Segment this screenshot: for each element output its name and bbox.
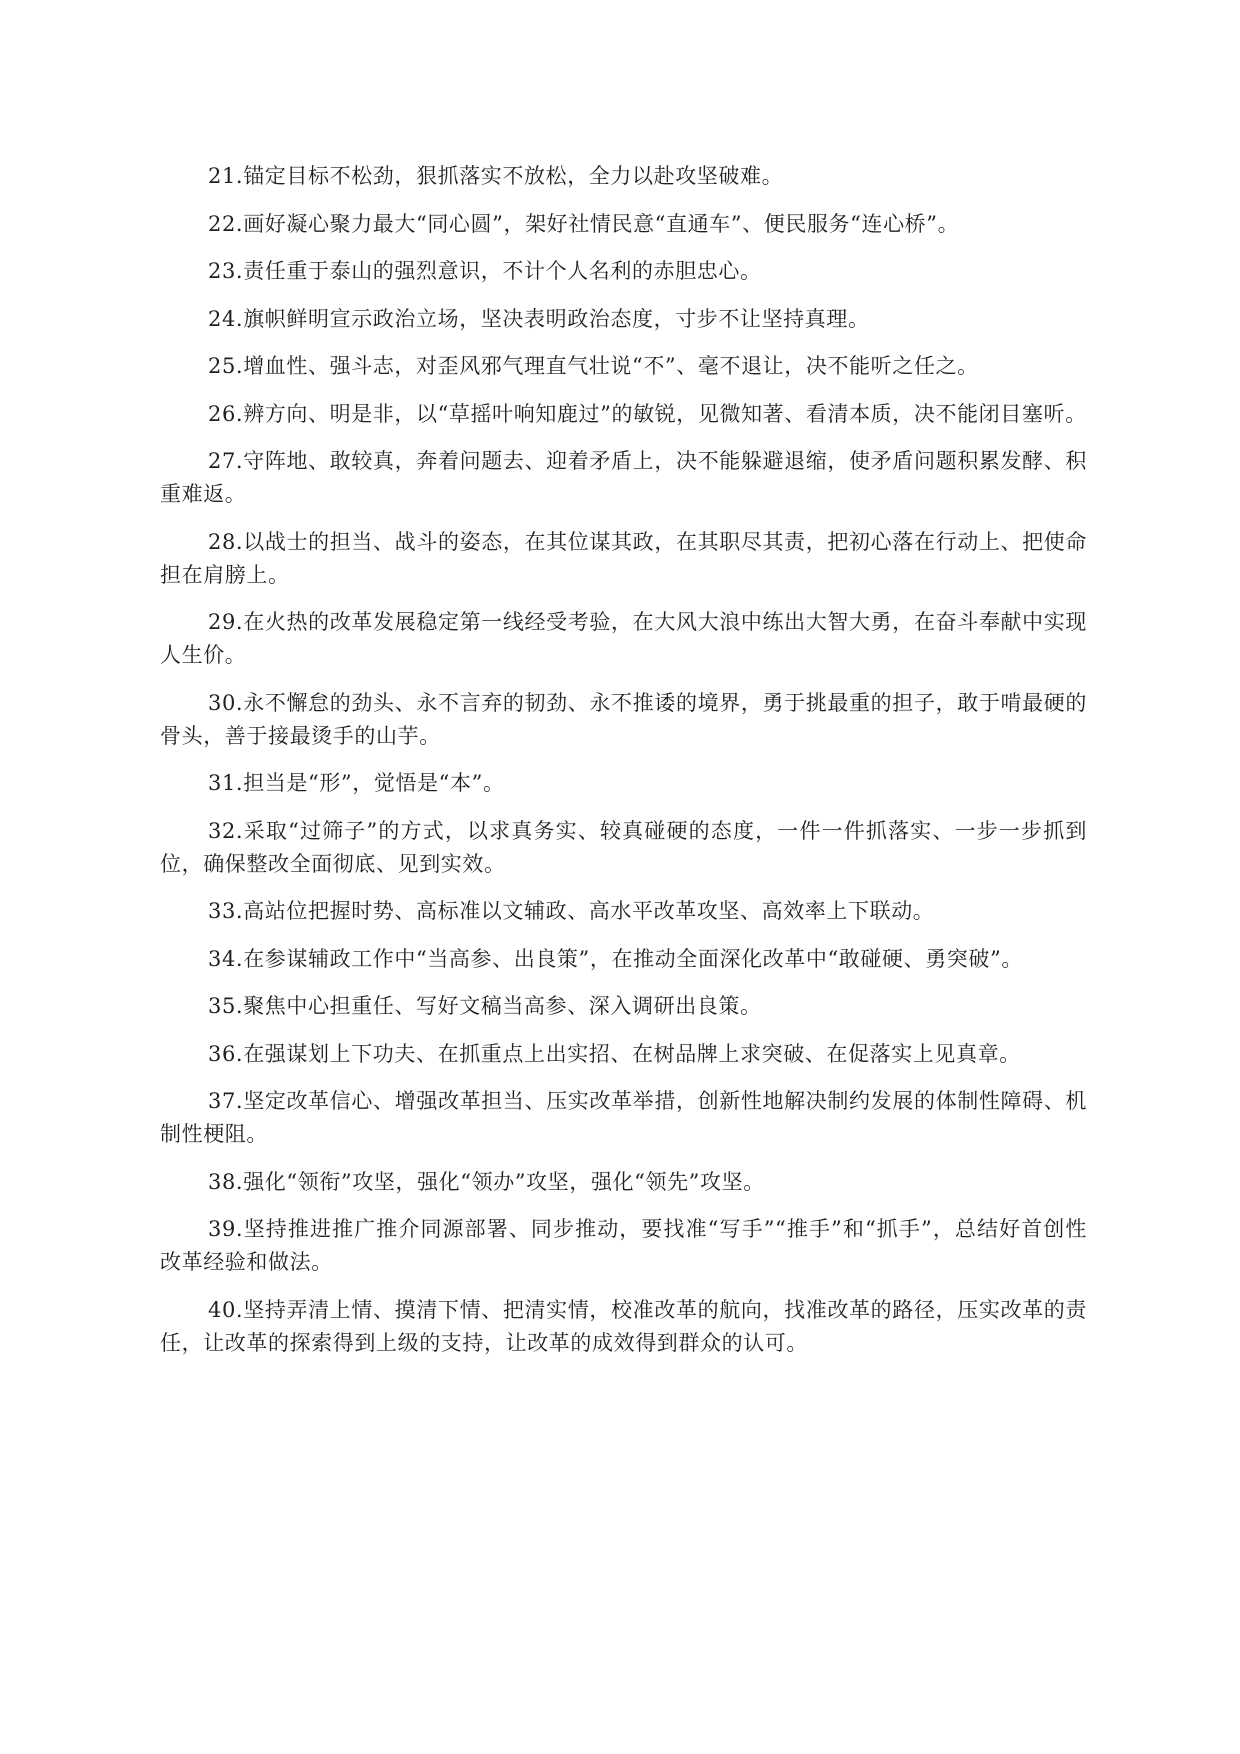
document-body <box>160 160 1087 1374</box>
list-item: 26.辨方向、明是非，以“草摇叶响知鹿过”的敏锐，见微知著、看清本质，决不能闭目塞听。 <box>208 401 1087 426</box>
list-item: 25.增血性、强斗志，对歪风邪气理直气壮说“不”、毫不退让，决不能听之任之。 <box>208 354 979 378</box>
list-item: 24.旗帜鲜明宣示政治立场，坚决表明政治态度，寸步不让坚持真理。 <box>208 306 870 331</box>
list-item: 39.坚持推进推广推介同源部署、同步推动，要找准“写手”“推手”和“抓手”，总结好首创性改革经验和做法。 <box>160 1217 1087 1274</box>
list-item: 23.责任重于泰山的强烈意识，不计个人名利的赤胆忠心。 <box>208 259 762 283</box>
list-item: 21.锚定目标不松劲，狠抓落实不放松，全力以赴攻坚破难。 <box>208 164 784 188</box>
list-item: 35.聚焦中心担重任、写好文稿当高参、深入调研出良策。 <box>208 994 762 1018</box>
list-item: 32.采取“过筛子”的方式，以求真务实、较真碰硬的态度，一件一件抓落实、一步一步抓到位，确保整改全面彻底、见到实效。 <box>160 818 1087 876</box>
list-item: 22.画好凝心聚力最大“同心圆”，架好社情民意“直通车”、便民服务“连心桥”。 <box>208 211 960 236</box>
list-item: 30.永不懈怠的劲头、永不言弃的韧劲、永不推诿的境界，勇于挑最重的担子，敢于啃最硬的骨头，善于接最烫手的山芋。 <box>160 690 1087 748</box>
list-item: 28.以战士的担当、战斗的姿态，在其位谋其政，在其职尽其责，把初心落在行动上、把使命担在肩膀上。 <box>160 529 1087 587</box>
list-item: 33.高站位把握时势、高标准以文辅政、高水平改革攻坚、高效率上下联动。 <box>208 899 935 923</box>
list-item: 38.强化“领衔”攻坚，强化“领办”攻坚，强化“领先”攻坚。 <box>208 1169 765 1194</box>
list-item: 40.坚持弄清上情、摸清下情、把清实情，校准改革的航向，找准改革的路径，压实改革的责任，让改革的探索得到上级的支持，让改革的成效得到群众的认可。 <box>160 1297 1087 1355</box>
list-item: 37.坚定改革信心、增强改革担当、压实改革举措，创新性地解决制约发展的体制性障碍、机制性梗阻。 <box>160 1089 1087 1146</box>
list-item: 27.守阵地、敢较真，奔着问题去、迎着矛盾上，决不能躲避退缩，使矛盾问题积累发酵、积重难返。 <box>160 449 1087 506</box>
list-item: 31.担当是“形”，觉悟是“本”。 <box>208 771 505 795</box>
list-item: 36.在强谋划上下功夫、在抓重点上出实招、在树品牌上求突破、在促落实上见真章。 <box>208 1041 1021 1066</box>
list-item: 29.在火热的改革发展稳定第一线经受考验，在大风大浪中练出大智大勇，在奋斗奉献中实现人生价。 <box>160 610 1087 667</box>
list-item: 34.在参谋辅政工作中“当高参、出良策”，在推动全面深化改革中“敢碰硬、勇突破”。 <box>208 946 1023 971</box>
